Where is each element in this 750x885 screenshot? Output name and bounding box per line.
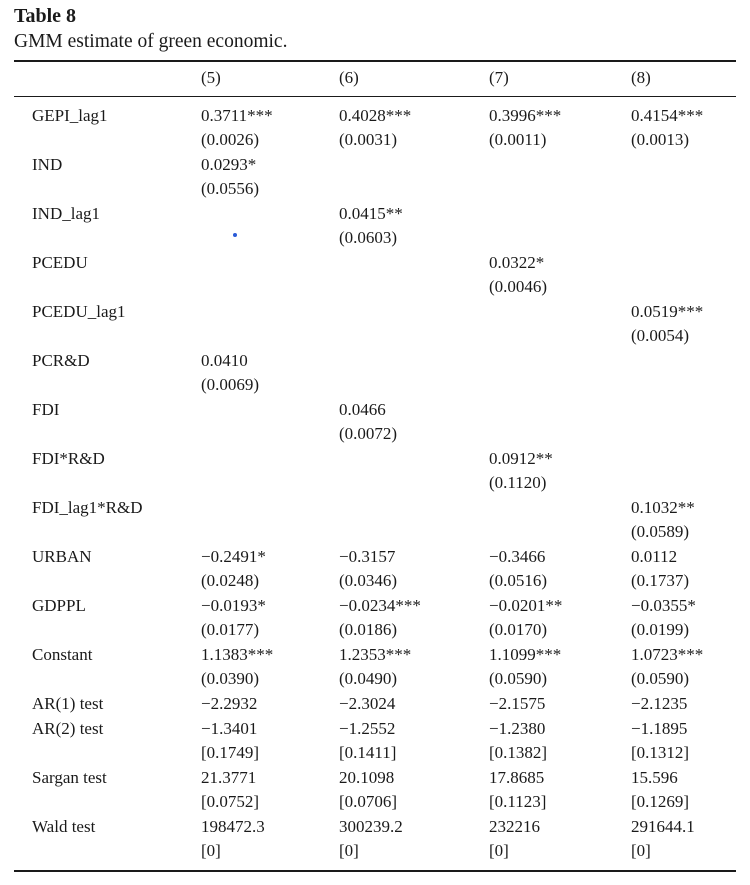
cell-line: 300239.2 [339, 817, 403, 836]
cell-line: [0.1382] [489, 743, 548, 762]
row-label: FDI_lag1*R&D [32, 498, 143, 517]
cell-line: −0.3157 [339, 547, 396, 566]
table-cell [489, 643, 561, 691]
cell-line: 1.0723*** [631, 645, 704, 664]
cell-line: [0.1411] [339, 743, 397, 762]
table-cell [339, 643, 411, 691]
cell-line: (0.0026) [201, 130, 260, 149]
table-cell [631, 594, 696, 642]
cell-line: (0.0590) [631, 669, 690, 688]
table-row [0, 349, 750, 398]
table-row [0, 643, 750, 692]
cell-line: −1.2380 [489, 719, 546, 738]
cell-line: (0.0031) [339, 130, 398, 149]
table-cell [489, 594, 562, 642]
row-label: PCEDU_lag1 [32, 302, 126, 321]
cell-line: 15.596 [631, 768, 678, 787]
cell-line: (0.1737) [631, 571, 690, 590]
cell-line: 0.0293* [201, 155, 257, 174]
table-cell [489, 251, 547, 299]
cell-line: (0.0170) [489, 620, 548, 639]
cell-line: −1.2552 [339, 719, 396, 738]
row-label: Sargan test [32, 768, 107, 787]
table-row [0, 692, 750, 717]
cell-line: (0.0516) [489, 571, 548, 590]
table-row [0, 717, 750, 766]
column-header-row [0, 66, 750, 92]
cell-line: 0.4154*** [631, 106, 704, 125]
table-cell [339, 815, 403, 863]
top-rule [14, 60, 736, 62]
table-cell [339, 398, 397, 446]
table-cell [201, 545, 266, 593]
cell-line: −0.0193* [201, 596, 266, 615]
table-row [0, 202, 750, 251]
cell-line: −2.1235 [631, 694, 688, 713]
table-body [0, 104, 750, 864]
cell-line: (0.0072) [339, 424, 398, 443]
cell-line: (0.0603) [339, 228, 398, 247]
row-label: IND [32, 155, 63, 174]
table-row [0, 300, 750, 349]
cell-line: 0.0519*** [631, 302, 704, 321]
cell-line: (0.0589) [631, 522, 690, 541]
row-label: URBAN [32, 547, 92, 566]
cell-line: 0.1032** [631, 498, 695, 517]
cell-line: −0.0201** [489, 596, 563, 615]
cell-line: −1.3401 [201, 719, 258, 738]
table-label: Table 8 [14, 5, 77, 27]
cell-line: (0.0590) [489, 669, 548, 688]
row-label: GDPPL [32, 596, 86, 615]
table-cell [631, 545, 689, 593]
table-cell [339, 202, 403, 250]
table-cell [201, 594, 266, 642]
table-row [0, 251, 750, 300]
row-label: PCEDU [32, 253, 88, 272]
table-cell [631, 717, 689, 765]
table-cell [631, 643, 703, 691]
header-rule [14, 96, 736, 97]
cell-line: (0.0390) [201, 669, 260, 688]
table-row [0, 594, 750, 643]
cell-line: 1.1099*** [489, 645, 562, 664]
row-label: IND_lag1 [32, 204, 100, 223]
table-cell [201, 104, 273, 152]
cell-line: 198472.3 [201, 817, 265, 836]
table-cell [631, 766, 689, 814]
cell-line: 0.0415** [339, 204, 403, 223]
table-cell [339, 692, 395, 716]
table-cell [489, 692, 545, 716]
cell-line: 291644.1 [631, 817, 695, 836]
cell-line: 21.3771 [201, 768, 257, 787]
cell-line: −2.2932 [201, 694, 258, 713]
cell-line: [0] [631, 841, 651, 860]
table-cell [489, 766, 546, 814]
table-cell [631, 496, 695, 544]
table-cell [201, 349, 259, 397]
table-row [0, 447, 750, 496]
cell-line: (0.0346) [339, 571, 398, 590]
table-cell [489, 815, 540, 863]
table-cell [489, 104, 561, 152]
cell-line: (0.0013) [631, 130, 690, 149]
cell-line: [0.0752] [201, 792, 260, 811]
cell-line: [0.1269] [631, 792, 690, 811]
table-cell [631, 692, 687, 716]
cell-line: 0.3996*** [489, 106, 562, 125]
table-cell [201, 643, 273, 691]
cell-line: −0.0355* [631, 596, 696, 615]
cell-line: 0.0466 [339, 400, 386, 419]
table-row [0, 815, 750, 864]
cell-line: 0.0112 [631, 547, 678, 566]
column-header-6: (6) [339, 68, 359, 87]
cell-line: (0.0069) [201, 375, 260, 394]
table-cell [201, 815, 265, 863]
cell-line: (0.1120) [489, 473, 547, 492]
cell-line: (0.0186) [339, 620, 398, 639]
table-cell [339, 545, 397, 593]
table-row [0, 153, 750, 202]
cell-line: 20.1098 [339, 768, 395, 787]
cell-line: [0.1312] [631, 743, 690, 762]
table-cell [339, 717, 396, 765]
table-cell [339, 104, 411, 152]
cell-line: −1.1895 [631, 719, 688, 738]
cell-line: (0.0556) [201, 179, 260, 198]
cell-line: 232216 [489, 817, 540, 836]
table-cell [631, 104, 703, 152]
cell-line: 0.0410 [201, 351, 248, 370]
bottom-rule [14, 870, 736, 872]
cell-line: [0] [489, 841, 509, 860]
column-header-5: (5) [201, 68, 221, 87]
cell-line: (0.0490) [339, 669, 398, 688]
cell-line: 0.0912** [489, 449, 553, 468]
cell-line: 1.1383*** [201, 645, 274, 664]
row-label: FDI*R&D [32, 449, 105, 468]
cell-line: 1.2353*** [339, 645, 412, 664]
cell-line: 17.8685 [489, 768, 545, 787]
table-cell [339, 594, 421, 642]
cell-line: 0.3711*** [201, 106, 273, 125]
cell-line: −2.1575 [489, 694, 546, 713]
table-caption: GMM estimate of green economic. [14, 31, 288, 52]
row-label: AR(2) test [32, 719, 104, 738]
table-cell [201, 717, 259, 765]
row-label: FDI [32, 400, 60, 419]
table-cell [489, 545, 547, 593]
cell-line: 0.0322* [489, 253, 545, 272]
table-row [0, 104, 750, 153]
table-cell [201, 153, 259, 201]
cell-line: (0.0046) [489, 277, 548, 296]
cell-line: (0.0199) [631, 620, 690, 639]
stray-dot [233, 233, 237, 237]
cell-line: −0.0234*** [339, 596, 421, 615]
table-row [0, 545, 750, 594]
row-label: AR(1) test [32, 694, 104, 713]
row-label: Constant [32, 645, 93, 664]
cell-line: −0.2491* [201, 547, 266, 566]
column-header-7: (7) [489, 68, 509, 87]
cell-line: 0.4028*** [339, 106, 412, 125]
cell-line: [0.0706] [339, 792, 398, 811]
cell-line: [0.1749] [201, 743, 260, 762]
table-cell [489, 447, 553, 495]
table-cell [201, 692, 257, 716]
cell-line: (0.0011) [489, 130, 547, 149]
table-row [0, 766, 750, 815]
cell-line: (0.0248) [201, 571, 260, 590]
row-label: PCR&D [32, 351, 90, 370]
table-cell [631, 300, 703, 348]
cell-line: (0.0054) [631, 326, 690, 345]
cell-line: −2.3024 [339, 694, 396, 713]
cell-line: −0.3466 [489, 547, 546, 566]
cell-line: [0] [339, 841, 359, 860]
cell-line: [0] [201, 841, 221, 860]
row-label: Wald test [32, 817, 96, 836]
table-cell [339, 766, 397, 814]
table-row [0, 398, 750, 447]
table-title-block [14, 4, 287, 56]
table-cell [489, 717, 547, 765]
table-row [0, 496, 750, 545]
cell-line: (0.0177) [201, 620, 260, 639]
table-cell [201, 766, 259, 814]
cell-line: [0.1123] [489, 792, 547, 811]
row-label: GEPI_lag1 [32, 106, 108, 125]
column-header-8: (8) [631, 68, 651, 87]
table-cell [631, 815, 695, 863]
